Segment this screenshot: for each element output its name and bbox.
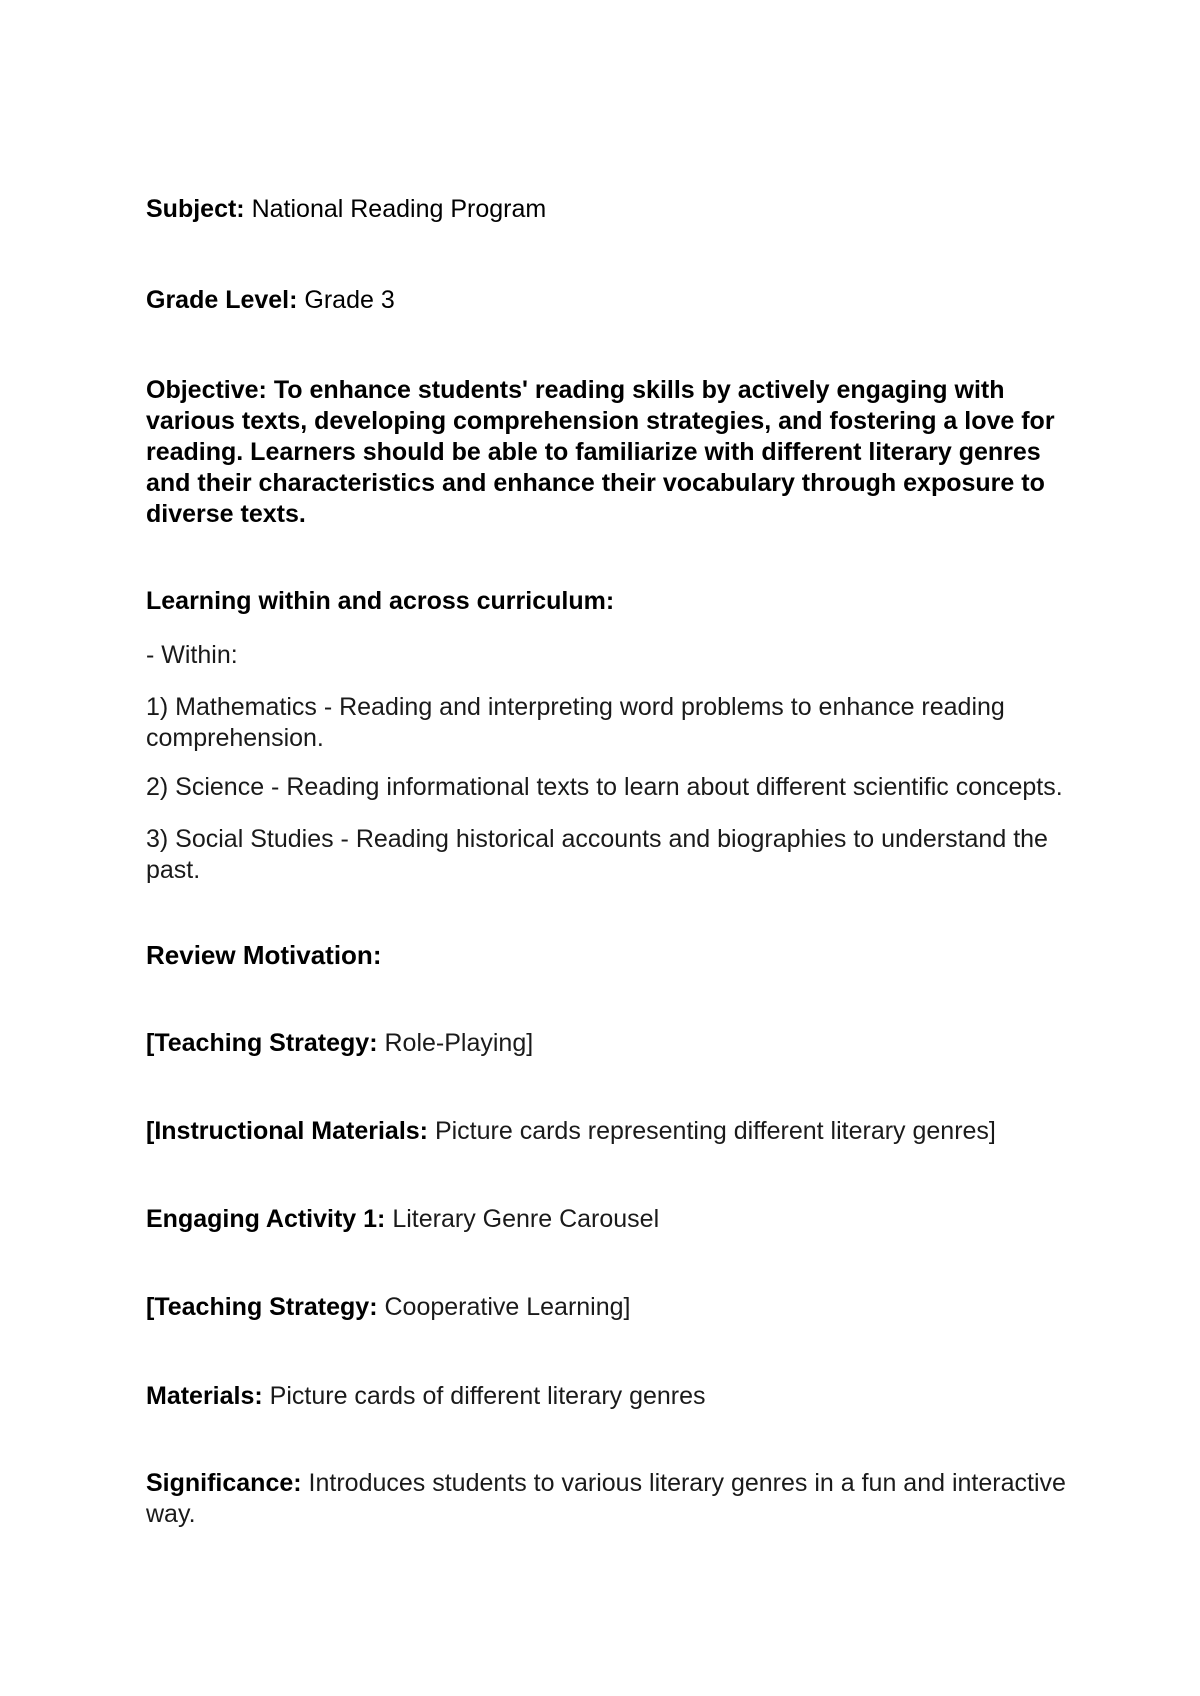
significance-value: Introduces students to various literary genres in a fun and interactive way. xyxy=(146,1469,1066,1528)
strategy2-value: Cooperative Learning] xyxy=(384,1293,631,1321)
learning-heading: Learning within and across curriculum: xyxy=(146,587,615,615)
review-motivation-heading: Review Motivation: xyxy=(146,940,382,970)
strategy1-value: Role-Playing] xyxy=(384,1029,534,1057)
materials2-label: Materials: xyxy=(146,1382,263,1410)
strategy1-open: [ xyxy=(146,1029,155,1057)
learning-within: - Within: xyxy=(146,641,238,669)
strategy2-open: [ xyxy=(146,1293,155,1321)
grade-label: Grade Level: xyxy=(146,286,298,314)
significance-label: Significance: xyxy=(146,1469,302,1497)
materials2-value: Picture cards of different literary genres xyxy=(269,1382,706,1410)
materials1-open: [ xyxy=(146,1117,155,1145)
teaching-strategy-1 xyxy=(146,1028,1066,1059)
subject-label: Subject: xyxy=(146,195,245,223)
grade-value: Grade 3 xyxy=(304,286,395,314)
objective-label: Objective: xyxy=(146,376,267,404)
objective-text: To enhance students' reading skills by actively engaging with various texts, developing comprehension strategies, and fostering a love for reading. Learners should be able to familiarize with different literary genres and their characteristics and enhance their vocabulary through exposure to diverse texts. xyxy=(146,376,1055,528)
learning-item-science: 2) Science - Reading informational texts to learn about different scientific concepts. xyxy=(146,773,1063,801)
materials-line xyxy=(146,1381,1066,1412)
subject-line xyxy=(146,194,1066,225)
teaching-strategy-2 xyxy=(146,1292,1066,1323)
activity1-value: Literary Genre Carousel xyxy=(392,1205,660,1233)
grade-line xyxy=(146,285,1066,316)
materials1-value: Picture cards representing different literary genres] xyxy=(434,1117,996,1145)
significance-paragraph xyxy=(146,1468,1066,1530)
strategy2-label: Teaching Strategy: xyxy=(154,1293,378,1321)
subject-value: National Reading Program xyxy=(251,195,547,223)
learning-item-mathematics: 1) Mathematics - Reading and interpreting word problems to enhance reading comprehension. xyxy=(146,693,1005,752)
engaging-activity-1 xyxy=(146,1204,1066,1235)
activity1-label: Engaging Activity 1: xyxy=(146,1205,386,1233)
learning-item-social-studies: 3) Social Studies - Reading historical accounts and biographies to understand the past. xyxy=(146,825,1048,884)
strategy1-label: Teaching Strategy: xyxy=(154,1029,378,1057)
instructional-materials xyxy=(146,1116,1066,1147)
objective-paragraph xyxy=(146,375,1066,530)
materials1-label: Instructional Materials: xyxy=(154,1117,428,1145)
